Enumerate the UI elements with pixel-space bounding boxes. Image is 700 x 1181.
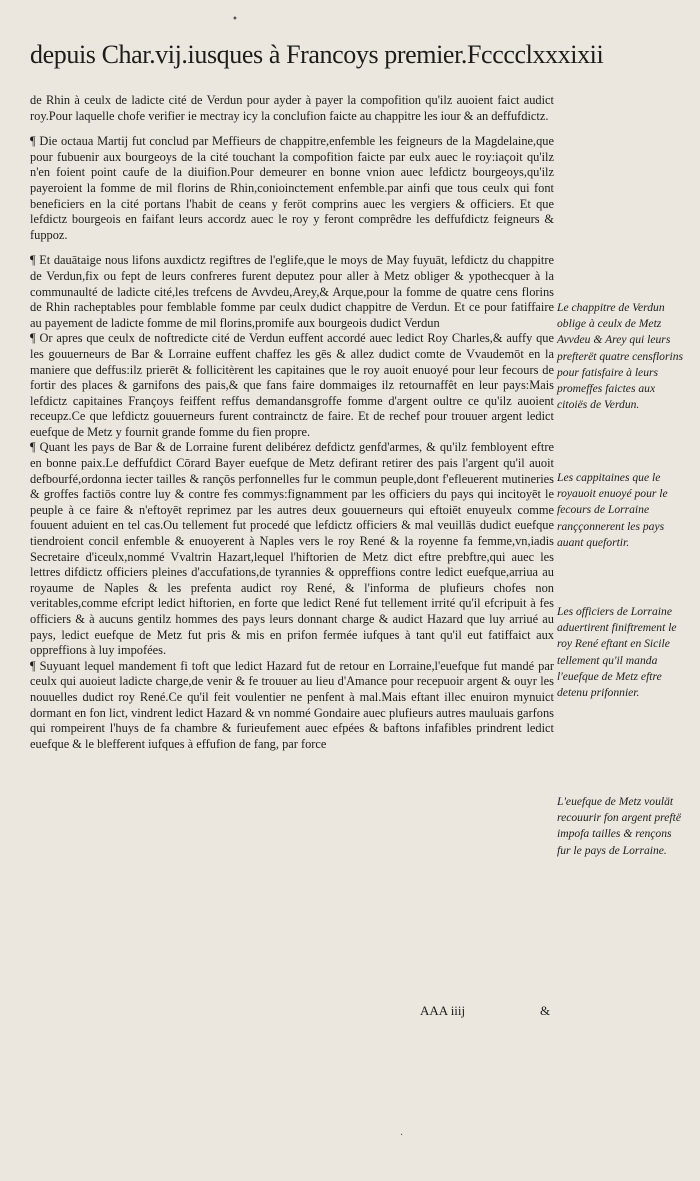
catchword: & xyxy=(540,1003,551,1018)
paragraph: ¶ Die octaua Martij fut conclud par Meffieurs de chappitre,enfemble les feigneurs de la Magdelaine,que pour fubuenir aux bourgeoys de la cité touchant la compofition faicte par eulx auec le roy:iaçoit qu'ilz n'en foient point caufe de la diuifion.Pour demeurer en bonne vnion auec lefdictz bourgeoys,qu'ilz payeroient la fomme de mil florins de Rhin,conioinctement enfemble.par ainfi que tous ceulx qui font beneficiers en la cité portans l'habit de ceans y feröt comprins auec les vergiers & officiers. Et que lefdictz bourgeois en faifant leurs accordz auec le roy y feront comprêdre les deffufdictz feigneurs & fuppoz. xyxy=(30,134,554,242)
main-text-column xyxy=(30,93,554,752)
signature-mark: AAA iiij xyxy=(420,1003,466,1018)
ink-speck: • xyxy=(232,14,238,25)
running-header: depuis Char.vij.iusques à Francoys premier.Fcccclxxxixii xyxy=(30,40,604,69)
marginal-note: Le chappitre de Verdun oblige à ceulx de Metz Avvdeu & Arey qui leurs prefterët quatre censflorins pour fatisfaire à leurs promeffes faictes aux citoiës de Verdun. xyxy=(557,301,684,412)
marginal-note: Les cappitaines que le royauoit enuoyé pour le fecours de Lorraine ranççonnerent les pays auant quefortir. xyxy=(557,471,668,549)
marginal-note: Les officiers de Lorraine aduertirent finiftrement le roy René eftant en Sicile tellement qu'il manda l'euefque de Metz eftre detenu prifonnier. xyxy=(557,605,677,700)
marginal-note: L'euefque de Metz voulät recouurir fon argent preftë impofa tailles & rençons fur le pays de Lorraine. xyxy=(557,795,681,857)
ink-speck: · xyxy=(400,1130,404,1141)
paragraph: ¶ Or apres que ceulx de noftredicte cité de Verdun euffent accordé auec ledict Roy Charles,& auffy que les gouuerneurs de Bar & Lorraine euffent chaffez les gēs & allez dudict comte de Vvaudemōt en la maniere que deffus:ilz prierēt & follicitèrent les capitaines que le roy auoit enuoyé pour leur fecours de fortir des places & garnifons des pais,& que fans faire dommaiges ilz retournaffêt en leur pays:Mais lefdictz capitaines Françoys feiffent reffus demandansgroffe fomme d'argent oultre ce qu'ilz auoient receupz.Ce que lefdictz gouuerneurs furent contrainctz de faire. Et de rechef pour trouuer argent ledict euefque de Metz y fournit grande fomme du fien propre. xyxy=(30,331,554,439)
paragraph: ¶ Et dauātaige nous lifons auxdictz regiftres de l'eglife,que le moys de May fuyuāt, lefdictz du chappitre de Verdun,fix ou fept de leurs confreres furent deputez pour aller à Metz obliger & ypothecquer à la communaulté de ladicte cité,les trefcens de Avvdeu,Arey,& Arque,pour la fomme de quatre cens florins de Rhin racheptables pour femblable fomme par ceulx dudict chappitre de Verdun. Et ce pour fatiffaire au payement de ladicte fomme de mil florins,promife aux bourgeois dudict Verdun xyxy=(30,253,554,330)
paragraph: ¶ Quant les pays de Bar & de Lorraine furent delibérez defdictz genfd'armes, & qu'ilz fembloyent eftre en bonne paix.Le deffufdict Cōrard Bayer euefque de Metz defirant retirer des pais l'argent qu'il auoit defbourfé,ordonna iecter tailles & rançōs perfonnelles fur le commun peuple,dont f'efleuerent mutineries & groffes factiōs contre luy & contre fes commys:fignamment par les officiers du pays qui incitoyēt le peuple à ce faire & n'eftoyēt reprimez par les autres deux gouuerneurs qui eftoiēt enuyeulx comme fouuent aduient en tel cas.Ou tellement fut procedé que lefdictz officiers & mal veuillās dudict euefque tiendroient concil enfemble & enuoyerent à Naples vers le roy René & la royenne fa femme,vn,iadis Secretaire d'iceulx,nommé Vvaltrin Hazart,lequel l'hiftorien de Metz dict eftre prebftre,qui auec les lettres difdictz officiers pleines d'accufations,de tyrannies & oppreffions contre ledict euefque,arriua au royaume de Naples & les prefenta audict roy René, & l'informa de plufieurs chofes non veritables,comme efcript ledict hiftorien, en forte que ledict René fut tellement irrité qu'il efcripuit à fes officiers & à aucuns gentilz hommes des pays leurs donnant charge & audict Hazard que luy arriué au pays, ledict euefque de Metz fut pris & mis en prifon fermée iufques à tant qu'il eut fatiffaict aux oppreffions à luy impofées. xyxy=(30,440,554,658)
paragraph: ¶ Suyuant lequel mandement fi toft que ledict Hazard fut de retour en Lorraine,l'euefque fut mandé par ceulx qui auoieut ladicte charge,de venir & fe trouuer au lieu d'Amance pour recepuoir argent & ouyr les nouuelles dudict roy René.Ce qu'il feit voulentier ne penfent à mal.Mais eftant illec enuiron mynuict dormant en fon lict, vindrent ledict Hazard & vn nommé Gondaire auec plufieurs autres mauluais garfons qui rompeirent l'huys de fa chambre & furieufement auec efpées & baftons infafibles prindrent ledict euefque & le blefferent iufques à effufion de fang, par force xyxy=(30,658,554,751)
paragraph: de Rhin à ceulx de ladicte cité de Verdun pour ayder à payer la compofition qu'ilz auoient faict audict roy.Pour laquelle chofe verifier ie mectray icy la conclufion faicte au chappitre les iour & an deffufdictz. xyxy=(30,93,554,123)
